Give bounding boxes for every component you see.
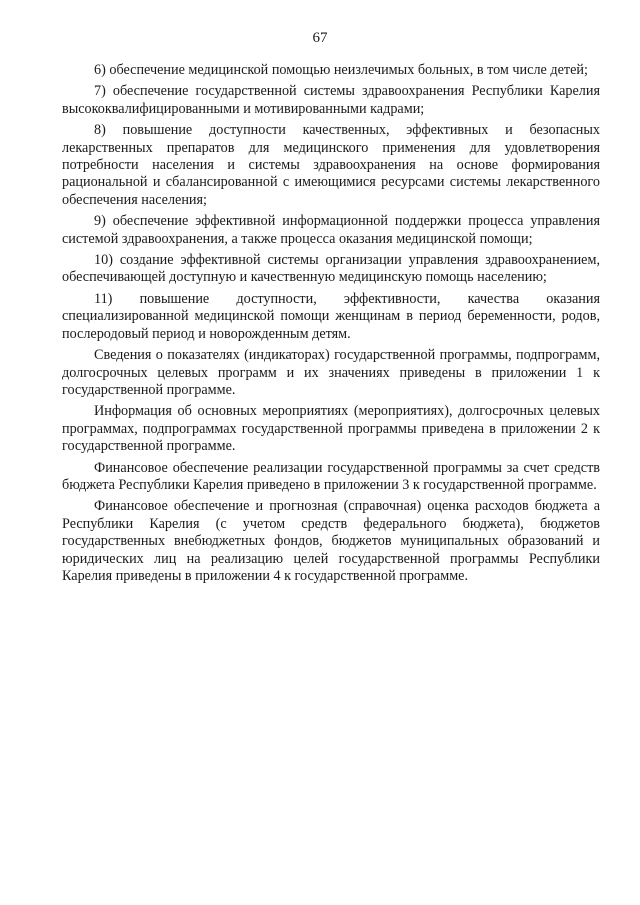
- paragraph-activities: Информация об основных мероприятиях (мероприятиях), долгосрочных целевых программах, подпрограммах государственной программы приведена в приложении 2 к государственной программе.: [62, 403, 600, 455]
- list-item-9: 9) обеспечение эффективной информационной поддержки процесса управления системой здравоохранения, а также процесса оказания медицинской помощи;: [62, 213, 600, 247]
- list-item-6: 6) обеспечение медицинской помощью неизлечимых больных, в том числе детей;: [94, 62, 588, 78]
- list-item-8: 8) повышение доступности качественных, эффективных и безопасных лекарственных препаратов для медицинского применения для удовлетворения потребности населения и системы здравоохранения на основе формирования рациональной и сбалансированной с имеющимися ресурсами системы лекарственного обеспечения населения;: [62, 122, 600, 208]
- document-body: [62, 62, 600, 589]
- page-number: 67: [312, 30, 328, 46]
- list-item-11: 11) повышение доступности, эффективности, качества оказания специализированной медицинской помощи женщинам в период беременности, родов, послеродовый период и новорожденным детям.: [62, 290, 600, 342]
- paragraph-funding-regional: Финансовое обеспечение реализации государственной программы за счет средств бюджета Республики Карелия приведено в приложении 3 к государственной программе.: [62, 459, 600, 493]
- paragraph-funding-forecast: Финансовое обеспечение и прогнозная (справочная) оценка расходов бюджета а Республики Карелия (с учетом средств федерального бюджета), бюджетов государственных внебюджетных фондов, бюджетов муниципальных образований и юридических лиц на реализацию целей государственной программы Республики Карелия приведены в приложении 4 к государственной программе.: [62, 498, 600, 584]
- list-item-7: 7) обеспечение государственной системы здравоохранения Республики Карелия высококвалифицированными и мотивированными кадрами;: [62, 83, 600, 117]
- paragraph-indicators: Сведения о показателях (индикаторах) государственной программы, подпрограмм, долгосрочных целевых программ и их значениях приведены в приложении 1 к государственной программе.: [62, 347, 600, 398]
- list-item-10: 10) создание эффективной системы организации управления здравоохранением, обеспечивающей доступную и качественную медицинскую помощь населению;: [62, 252, 600, 286]
